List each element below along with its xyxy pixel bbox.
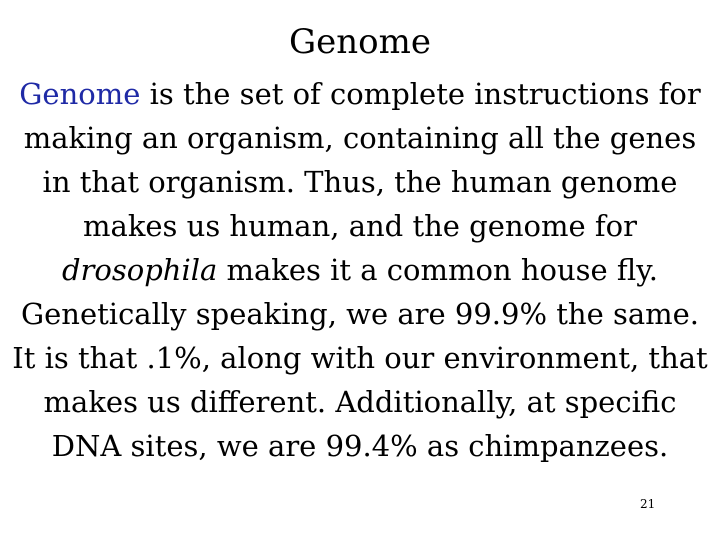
- genome-term: Genome: [19, 77, 141, 111]
- slide-title: Genome: [288, 22, 431, 62]
- drosophila-italic: drosophila: [61, 253, 218, 287]
- slide-number: 21: [640, 497, 656, 511]
- slide-body-text: [8, 72, 712, 468]
- body-text-part-1: is the set of complete instructions for making an organism, containing all the genes in that organism. Thus, the human genome makes us human, and the genome for: [23, 77, 701, 243]
- body-text-part-2: makes it a common house fly. Genetically speaking, we are 99.9% the same. It is that .1%, along with our environment, that makes us different. Additionally, at specific DNA sites, we are 99.4% as chimpanzees.: [12, 253, 708, 463]
